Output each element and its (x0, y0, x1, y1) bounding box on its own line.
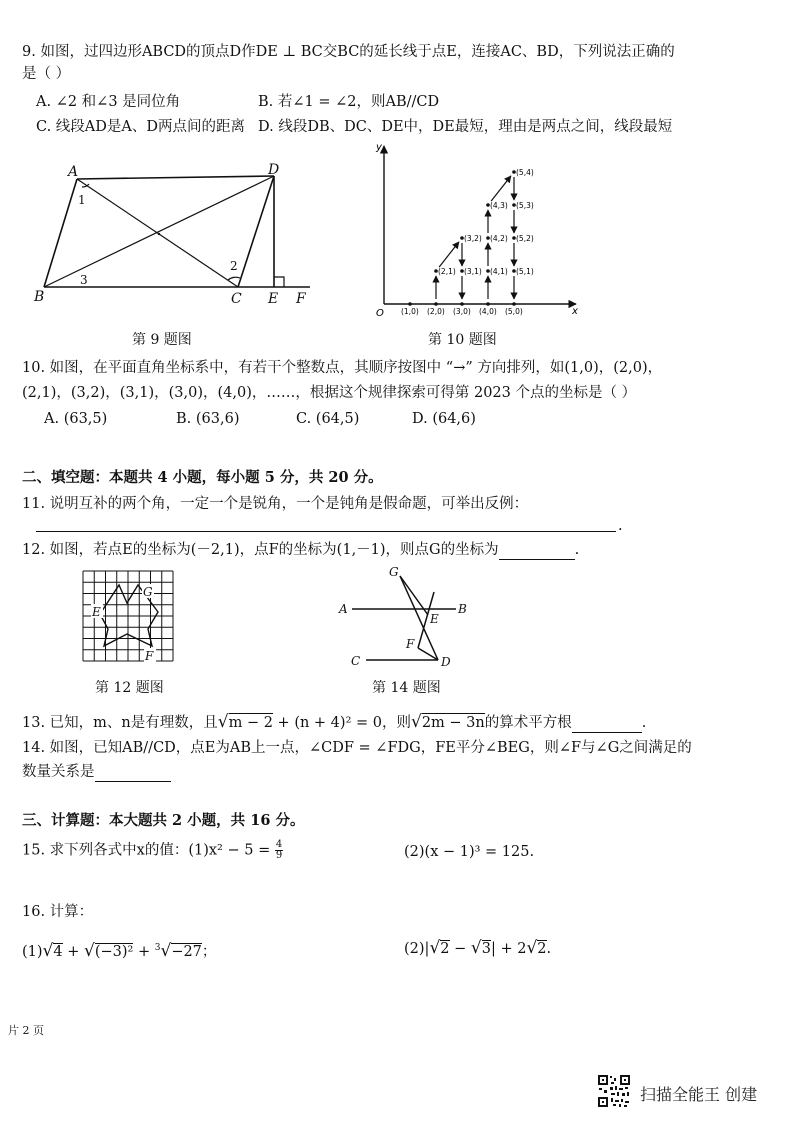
q9-side-ab (44, 179, 77, 287)
q15-part1 (22, 840, 283, 861)
q10-x-label: x (572, 306, 578, 317)
q10-point-label-1-0: (1,0) (401, 307, 419, 316)
q10-figure (362, 138, 587, 328)
q10-point-label-5-3: (5,3) (516, 201, 534, 210)
q16-p2-sqrt3-sign: √ (526, 938, 538, 958)
q16-part1-label: (1) (22, 943, 43, 960)
q9-figure (30, 160, 320, 310)
q16-p2-end: . (546, 941, 552, 957)
q16-p2-sqrt3-radicand: 2 (537, 941, 547, 957)
q10-origin-label: O (376, 308, 384, 319)
q9-label-f: F (296, 291, 306, 307)
q16-p1-cuberoot-index: 3 (154, 943, 161, 953)
q16-p2-abs-close: | + 2 (490, 941, 527, 957)
q11-stem: 11. 说明互补的两个角，一定一个是锐角，一个是钝角是假命题，可举出反例： (22, 496, 529, 512)
q12-stem-text: 12. 如图，若点E的坐标为(－2,1)，点F的坐标为(1,－1)，则点G的坐标为 (22, 542, 499, 558)
q10-point-label-4-1: (4,1) (490, 267, 508, 276)
q15-part1-text: 15. 求下列各式中x的值：(1)x² − 5 = (22, 842, 275, 859)
q13-sqrt1-radicand: m − 2 (228, 715, 273, 731)
q10-stem-line2: (2,1)，(3,2)，(3,1)，(3,0)，(4,0)，……，根据这个规律探索可得第 2023 个点的坐标是（ ） (22, 385, 637, 401)
q10-point-label-5-0: (5,0) (505, 307, 523, 316)
q9-right-angle-mark (274, 277, 284, 287)
q9-option-b: B. 若∠1 = ∠2，则AB//CD (258, 94, 440, 110)
q10-point-label-4-3: (4,3) (490, 201, 508, 210)
q9-caption: 第 9 题图 (132, 332, 192, 348)
q12-stem-end: . (574, 542, 580, 558)
q14-label-d: D (441, 655, 451, 669)
q10-option-a: A. (63,5) (44, 411, 108, 427)
q14-label-e: E (430, 612, 439, 626)
q15-fraction-denominator: 9 (275, 850, 283, 861)
q9-label-d: D (268, 162, 280, 178)
q14-label-f: F (406, 637, 415, 651)
q16-title: 16. 计算： (22, 904, 94, 920)
q16-p2-minus: − (449, 941, 471, 957)
q10-option-d: D. (64,6) (412, 411, 476, 427)
q10-arrow-2 (439, 242, 459, 267)
q16-p1-sqrt2-radicand: (−3)² (94, 943, 134, 960)
q10-point-label-4-0: (4,0) (479, 307, 497, 316)
q12-caption: 第 12 题图 (95, 680, 164, 696)
q9-option-d: D. 线段DB、DC、DE中，DE最短，理由是两点之间，线段最短 (258, 119, 673, 135)
q14-label-b: B (458, 602, 467, 616)
q16-p1-sqrt2-sign: √ (84, 940, 95, 961)
q9-label-e: E (268, 291, 279, 307)
footer-page-label: 片 2 页 (8, 1024, 44, 1037)
q11-answer-blank[interactable] (36, 531, 616, 532)
q14-stem-line1: 14. 如图，已知AB//CD，点E为AB上一点，∠CDF = ∠FDG，FE平分∠BEG，则∠F与∠G之间满足的 (22, 740, 692, 756)
q10-point-label-3-2: (3,2) (464, 234, 482, 243)
q14-label-c: C (351, 654, 361, 668)
q10-point-5-0 (512, 302, 516, 306)
q16-p2-sqrt1-radicand: 2 (440, 941, 450, 957)
q12-label-f: F (145, 649, 154, 662)
q14-stem-line2-text: 数量关系是 (22, 764, 95, 780)
q16-p1-cuberoot-sign: √ (160, 940, 172, 961)
q9-angle2-arc (228, 277, 240, 280)
q12-label-e: E (92, 605, 101, 619)
q10-point-label-3-1: (3,1) (464, 267, 482, 276)
q14-label-g: G (389, 565, 399, 579)
q9-stem-line1: 9. 如图，过四边形ABCD的顶点D作DE ⊥ BC交BC的延长线于点E，连接AC、BD，下列说法正确的 (22, 44, 675, 60)
q16-p1-sqrt1-sign: √ (42, 940, 54, 961)
q16-part1 (22, 938, 216, 962)
q16-part2 (404, 938, 551, 959)
q9-side-dc (238, 176, 274, 287)
q11-end-mark: . (618, 518, 623, 534)
q16-p2-sqrt1-sign: √ (429, 938, 441, 958)
q15-fraction (275, 840, 283, 861)
section2-title: 二、填空题：本题共 4 小题，每小题 5 分，共 20 分。 (22, 469, 383, 486)
q10-point-label-4-2: (4,2) (490, 234, 508, 243)
q13-answer-blank[interactable] (572, 716, 642, 733)
q9-angle1-label: 1 (78, 193, 86, 207)
q16-p1-plus1: + (62, 943, 84, 960)
q10-stem-line1: 10. 如图，在平面直角坐标系中，有若干个整数点，其顺序按图中 “→” 方向排列，如(1,0)，(2,0)， (22, 360, 663, 376)
q10-arrow-9 (491, 176, 511, 201)
q16-p1-end: ； (201, 943, 217, 960)
q14-stem-line2 (22, 762, 171, 782)
q10-option-c: C. (64,5) (296, 411, 360, 427)
q15-fraction-numerator: 4 (275, 839, 283, 850)
q10-option-b: B. (63,6) (176, 411, 240, 427)
q14-figure (334, 562, 474, 672)
q10-point-label-5-4: (5,4) (516, 168, 534, 177)
q9-label-c: C (231, 291, 242, 307)
q10-y-label: y (376, 142, 382, 153)
q10-caption: 第 10 题图 (428, 332, 497, 348)
q16-p1-sqrt1-radicand: 4 (53, 943, 63, 960)
qr-code-icon (597, 1074, 631, 1108)
q16-part2-label: (2)| (404, 941, 430, 957)
q16-p2-sqrt2-radicand: 3 (481, 941, 491, 957)
q9-label-a: A (68, 164, 79, 180)
q16-p1-cuberoot-radicand: −27 (171, 943, 202, 960)
q13-text-post: 的算术平方根 (484, 715, 572, 731)
q10-point-2-0 (434, 302, 438, 306)
q14-caption: 第 14 题图 (372, 680, 441, 696)
q13-sqrt2-radicand: 2m − 3n (421, 715, 485, 731)
footer-brand: 扫描全能王 创建 (640, 1085, 758, 1104)
q14-label-a: A (339, 602, 348, 616)
q14-answer-blank[interactable] (95, 765, 171, 782)
q10-point-4-0 (486, 302, 490, 306)
q9-angle3-label: 3 (80, 273, 88, 287)
q13-sqrt1-sign: √ (217, 712, 229, 732)
q13-text-mid: + (n + 4)² = 0，则 (272, 715, 411, 731)
q10-point-label-3-0: (3,0) (453, 307, 471, 316)
q13-sqrt2-sign: √ (410, 712, 422, 732)
q9-diagonal-ac (77, 179, 238, 287)
q13-stem (22, 712, 646, 733)
q9-angle2-label: 2 (230, 259, 238, 273)
section3-title: 三、计算题：本大题共 2 小题，共 16 分。 (22, 812, 305, 829)
q16-p1-plus2: + (133, 943, 155, 960)
q15-part2: (2)(x − 1)³ = 125. (404, 844, 535, 860)
q9-stem-line2: 是（ ） (22, 66, 71, 82)
q9-label-b: B (34, 289, 45, 305)
q10-point-label-2-0: (2,0) (427, 307, 445, 316)
q10-point-label-2-1: (2,1) (438, 267, 456, 276)
q9-option-a: A. ∠2 和∠3 是同位角 (36, 94, 181, 110)
q10-point-3-0 (460, 302, 464, 306)
q10-point-label-5-2: (5,2) (516, 234, 534, 243)
q13-text-pre: 13. 已知，m、n是有理数，且 (22, 715, 218, 731)
q12-stem (22, 540, 579, 560)
q13-end: . (641, 715, 647, 731)
q12-figure (82, 570, 174, 662)
q12-label-g: G (143, 585, 153, 599)
q10-point-label-5-1: (5,1) (516, 267, 534, 276)
q10-point-1-0 (408, 302, 412, 306)
q9-option-c: C. 线段AD是A、D两点间的距离 (36, 119, 245, 135)
q12-answer-blank[interactable] (499, 543, 575, 560)
q16-p2-sqrt2-sign: √ (470, 938, 482, 958)
q9-side-ad (77, 176, 274, 179)
